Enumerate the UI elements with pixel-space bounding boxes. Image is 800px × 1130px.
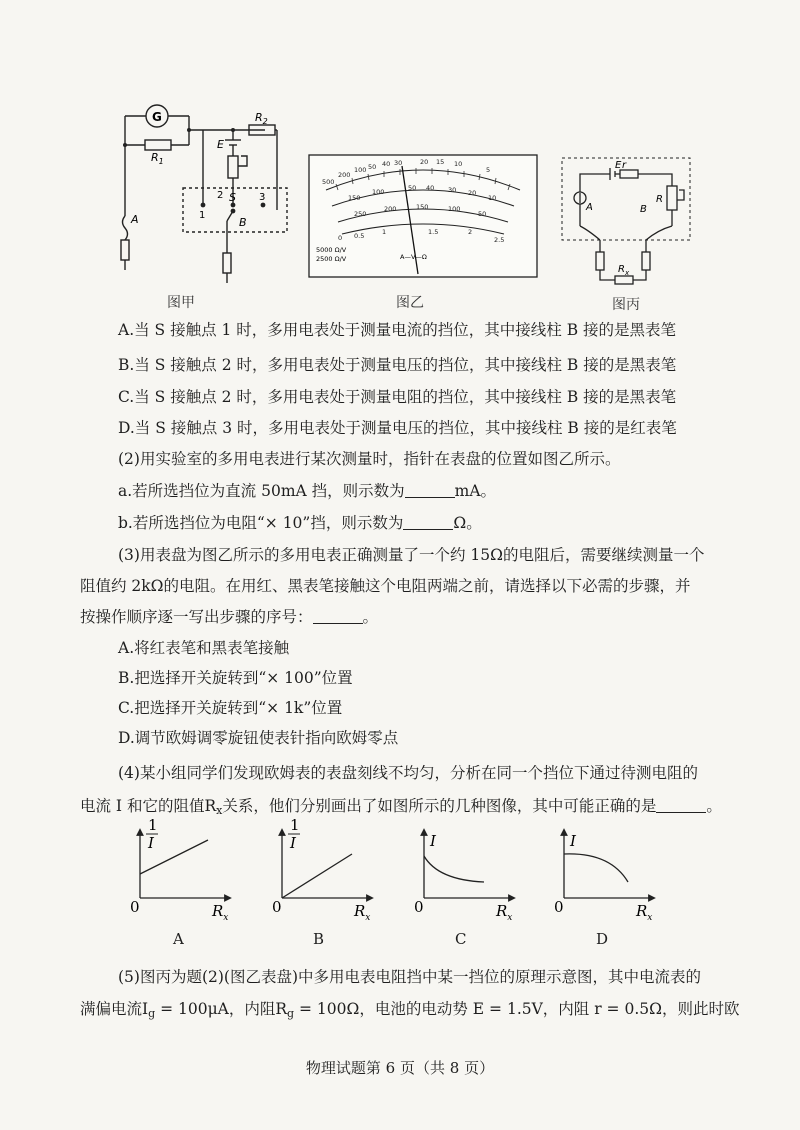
q1-option-a: A.当 S 接触点 1 时，多用电表处于测量电流的挡位，其中接线柱 B 接的是黑表笔 bbox=[118, 321, 677, 339]
scale-low-4: 50 bbox=[478, 210, 487, 218]
scale-mid-1: 100 bbox=[372, 188, 385, 196]
answer-blank-q3[interactable] bbox=[313, 609, 363, 624]
bing-label-e: E bbox=[615, 160, 622, 171]
scale-top-8: 10 bbox=[454, 160, 463, 168]
graph-d-letter: D bbox=[596, 930, 609, 948]
label-n3: 3 bbox=[259, 192, 266, 203]
graph-b-letter: B bbox=[313, 930, 325, 948]
q3-option-b: B.把选择开关旋转到“× 100”位置 bbox=[118, 669, 353, 687]
scale-top-3: 50 bbox=[368, 163, 377, 171]
figure-yi-dial bbox=[308, 154, 538, 278]
bing-label-rheostat: R bbox=[656, 194, 663, 205]
q1-option-d: D.当 S 接触点 3 时，多用电表处于测量电压的挡位，其中接线柱 B 接的是红表笔 bbox=[118, 419, 677, 437]
graph-c-y-label: I bbox=[430, 832, 436, 850]
graph-a-x-label: $R_x$ bbox=[212, 902, 229, 923]
scale-mid-4: 30 bbox=[448, 186, 457, 194]
q3-option-c: C.把选择开关旋转到“× 1k”位置 bbox=[118, 699, 343, 717]
label-r2: $R_2$ bbox=[255, 111, 268, 126]
q4-line2: 电流 I 和它的阻值$R_x$关系，他们分别画出了如图所示的几种图像，其中可能正确的是 。 bbox=[80, 797, 722, 817]
scale-bottom-3: 1.5 bbox=[428, 228, 439, 236]
q4-graph-d bbox=[548, 818, 668, 928]
q5-line1: (5)图丙为题(2)(图乙表盘)中多用电表电阻挡中某一挡位的原理示意图，其中电流表的 bbox=[118, 968, 702, 986]
scale-low-0: 250 bbox=[354, 210, 367, 218]
graph-b-y-num: 1 bbox=[290, 818, 300, 834]
graph-c-letter: C bbox=[455, 930, 467, 948]
graph-a-letter: A bbox=[173, 930, 184, 948]
q3-line3: 按操作顺序逐一写出步骤的序号： 。 bbox=[80, 608, 379, 626]
scale-mid-6: 10 bbox=[488, 194, 497, 202]
answer-blank-q2a[interactable] bbox=[405, 483, 455, 498]
scale-top-9: 5 bbox=[486, 166, 491, 174]
scale-low-2: 150 bbox=[416, 203, 429, 211]
graph-d-y-label: I bbox=[570, 832, 576, 850]
scale-top-0: 500 bbox=[322, 178, 335, 186]
scale-bottom-5: 2.5 bbox=[494, 236, 505, 244]
bing-label-b: B bbox=[640, 204, 647, 215]
graph-b-y-den: I bbox=[290, 834, 296, 852]
scale-mid-2: 50 bbox=[408, 184, 417, 192]
caption-jia: 图甲 bbox=[167, 295, 195, 311]
scale-mid-5: 20 bbox=[468, 189, 477, 197]
answer-blank-q4[interactable] bbox=[656, 798, 706, 813]
graph-d-x-label: $R_x$ bbox=[636, 902, 653, 923]
scale-bottom-0: 0 bbox=[338, 234, 343, 242]
scale-top-5: 30 bbox=[394, 159, 403, 167]
q4-graph-a bbox=[124, 818, 244, 928]
graph-b-x-label: $R_x$ bbox=[354, 902, 371, 923]
graph-c-origin: 0 bbox=[414, 898, 424, 916]
label-n2: 2 bbox=[217, 190, 224, 201]
q1-option-c: C.当 S 接触点 2 时，多用电表处于测量电阻的挡位，其中接线柱 B 接的是黑表笔 bbox=[118, 388, 677, 406]
q2-stem: (2)用实验室的多用电表进行某次测量时，指针在表盘的位置如图乙所示。 bbox=[118, 450, 621, 468]
scale-bottom-2: 1 bbox=[382, 228, 387, 236]
graph-c-curve bbox=[424, 856, 484, 882]
q3-option-d: D.调节欧姆调零旋钮使表针指向欧姆零点 bbox=[118, 729, 399, 747]
q4-graph-c bbox=[408, 818, 528, 928]
scale-top-2: 100 bbox=[354, 166, 367, 174]
q3-line2: 阻值约 2kΩ的电阻。在用红、黑表笔接触这个电阻两端之前，请选择以下必需的步骤，并 bbox=[80, 577, 691, 595]
q3-option-a: A.将红表笔和黑表笔接触 bbox=[118, 639, 290, 657]
scale-top-4: 40 bbox=[382, 160, 391, 168]
q3-line1: (3)用表盘为图乙所示的多用电表正确测量了一个约 15Ω的电阻后，需要继续测量一个 bbox=[118, 546, 705, 564]
answer-blank-q2b[interactable] bbox=[403, 515, 453, 530]
graph-d-curve bbox=[564, 854, 628, 882]
graph-a-y-num: 1 bbox=[148, 818, 158, 834]
mark-5000: 5000 Ω/V bbox=[316, 246, 347, 254]
label-b: B bbox=[239, 216, 247, 229]
graph-c-x-label: $R_x$ bbox=[496, 902, 513, 923]
scale-low-1: 200 bbox=[384, 205, 397, 213]
graph-a-y-den: I bbox=[148, 834, 154, 852]
label-r1: $R_1$ bbox=[151, 151, 164, 166]
caption-yi: 图乙 bbox=[396, 295, 424, 311]
resistor-r1 bbox=[145, 140, 171, 150]
scale-low-3: 100 bbox=[448, 205, 461, 213]
page-footer: 物理试题第 6 页（共 8 页） bbox=[305, 1059, 495, 1077]
graph-a-origin: 0 bbox=[130, 898, 140, 916]
q2-part-b: b.若所选挡位为电阻“× 10”挡，则示数为 Ω。 bbox=[118, 514, 482, 532]
q5-line2: 满偏电流$I_g = 100\mu A$，内阻$R_g = 100\Omega$，电池的电动势 E = 1.5V，内阻 r = 0.5Ω，则此时欧 bbox=[80, 1000, 740, 1020]
label-s: S bbox=[229, 191, 236, 204]
scale-mid-3: 40 bbox=[426, 184, 435, 192]
figure-jia-circuit bbox=[105, 98, 305, 288]
scale-mid-0: 150 bbox=[348, 194, 361, 202]
q1-option-b: B.当 S 接触点 2 时，多用电表处于测量电压的挡位，其中接线柱 B 接的是黑表笔 bbox=[118, 356, 677, 374]
label-e: E bbox=[217, 138, 224, 151]
graph-b-origin: 0 bbox=[272, 898, 282, 916]
bing-label-rx: $R_x$ bbox=[618, 264, 630, 277]
q2-part-a: a.若所选挡位为直流 50mA 挡，则示数为 mA。 bbox=[118, 482, 497, 500]
graph-d-origin: 0 bbox=[554, 898, 564, 916]
mark-avo: A—V—Ω bbox=[400, 253, 427, 261]
label-n1: 1 bbox=[199, 210, 206, 221]
scale-bottom-4: 2 bbox=[468, 228, 473, 236]
bing-label-r: r bbox=[622, 160, 627, 171]
q4-line1: (4)某小组同学们发现欧姆表的表盘刻线不均匀，分析在同一个挡位下通过待测电阻的 bbox=[118, 764, 698, 782]
rheostat bbox=[228, 156, 238, 178]
figure-bing-circuit bbox=[560, 156, 696, 290]
caption-bing: 图丙 bbox=[612, 297, 640, 313]
bing-label-a: A bbox=[586, 202, 593, 213]
label-g: G bbox=[152, 110, 162, 124]
q4-graph-b bbox=[266, 818, 386, 928]
label-a: A bbox=[131, 213, 139, 226]
scale-top-1: 200 bbox=[338, 171, 351, 179]
mark-2500: 2500 Ω/V bbox=[316, 255, 347, 263]
scale-bottom-1: 0.5 bbox=[354, 232, 365, 240]
scale-top-7: 15 bbox=[436, 158, 445, 166]
scale-top-6: 20 bbox=[420, 158, 429, 166]
graph-b-curve bbox=[282, 854, 352, 898]
